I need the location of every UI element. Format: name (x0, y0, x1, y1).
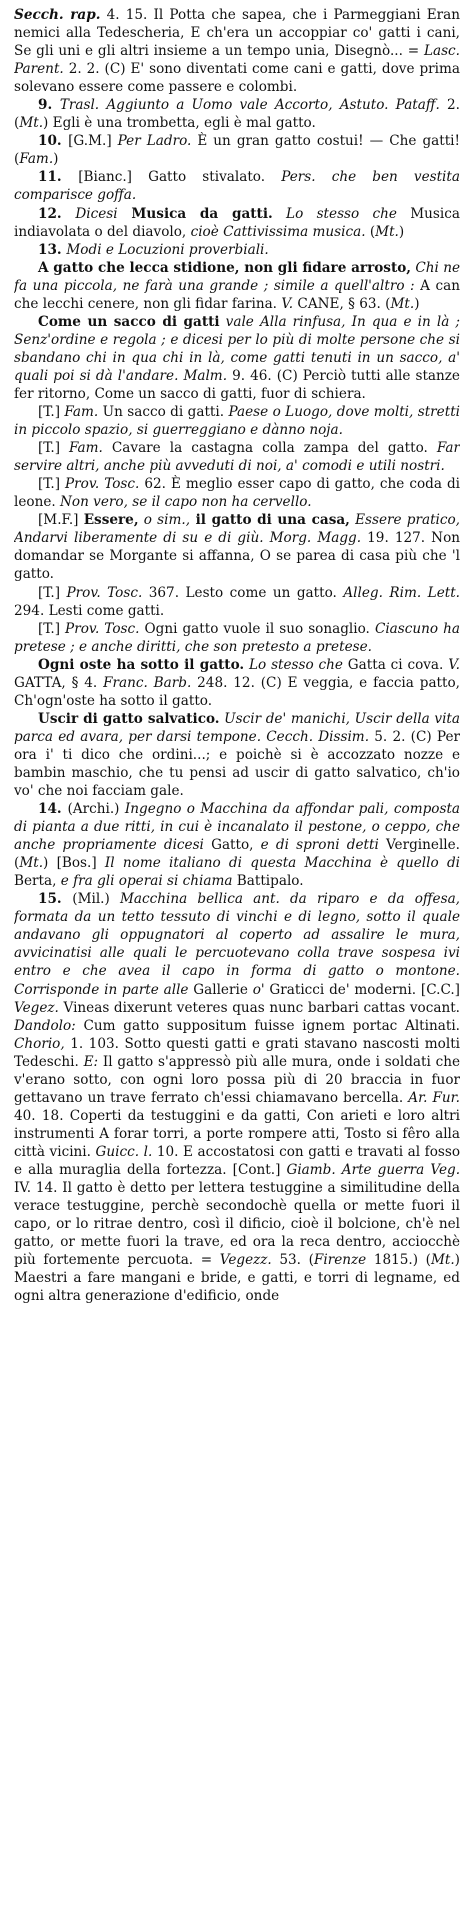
text-run: Pers. che ben vestita comparisce goffa. (14, 169, 460, 204)
text-run: Lo stesso che (272, 205, 397, 222)
text-run: 4. 15. Il Potta che sapea, che i Parmeggiani Eran nemici alla Tedescheria, E ch'era un accoppiar co' gatti i cani, Se gli uni e gli altri insieme a un tempo unia, Disegnò... = (14, 7, 460, 60)
text-run: Vegez. (14, 999, 59, 1016)
text-run: 248. 12. (C) E veggia, e faccia patto, Ch'ogn'oste ha sotto il gatto. (14, 674, 460, 709)
text-run: ) [Bos.] (43, 855, 105, 872)
dictionary-page (14, 6, 460, 1912)
text-run: Paese o Luogo, dove molti, stretti in piccolo spazio, si guerreggiano e dànno noja. (14, 404, 460, 439)
text-run: Musica da gatti. (117, 205, 273, 222)
text-run: Chi ne fa una piccola, ne farà una grande ; simile a quell'altro : (14, 259, 460, 294)
text-run: 19. 127. Non domandar se Morgante si affanna, O se parea di casa più che 'l gatto. (14, 530, 460, 583)
entry-paragraph (14, 800, 460, 890)
entry-paragraph (14, 259, 460, 313)
text-run: Modi e Locuzioni proverbiali. (66, 241, 269, 258)
text-run: 14. (38, 801, 68, 818)
entry-paragraph (14, 403, 460, 439)
text-run: [T.] (38, 404, 65, 421)
text-run: o' (252, 981, 265, 998)
text-run: 62. È meglio esser capo di gatto, che coda di leone. (14, 476, 460, 511)
text-run: C (293, 295, 308, 312)
text-run: il gatto di una casa, (190, 512, 350, 529)
text-run: Essere pratico, Andarvi liberamente di su e di giù. Morg. Magg. (14, 512, 460, 547)
text-run: Fam. (19, 151, 54, 168)
text-run: 1. 103. Sotto questi gatti e grati stavano nascosti molti Tedeschi. (14, 1035, 460, 1070)
text-run: Firenze (313, 1252, 367, 1269)
text-run: 294. Lesti come gatti. (14, 602, 165, 619)
text-run: Ar. Fur. (408, 1089, 460, 1106)
text-run: Vineas dixerunt veteres quas nunc barbari cattas vocant. (58, 999, 460, 1016)
entry-paragraph (14, 710, 460, 800)
text-run: Come un sacco di gatti (38, 313, 220, 330)
text-run: 9. 46. (C) Perciò tutti alle stanze fer ritorno, Come un sacco di gatti, fuor di schiera. (14, 367, 460, 402)
text-run: 10. E accostatosi con gatti e travati al fosso e alla muraglia della fortezza. [Cont.] (14, 1143, 460, 1178)
text-run: V. (281, 295, 294, 312)
entry-paragraph (14, 205, 460, 241)
text-run: ) (398, 223, 405, 240)
text-run: 5. 2. (C) Per ora i' ti dico che ordini...; e poichè si è accozzato nozze e bambin maschio, che tu pensi ad uscir di gatto salvatico, ch'io vo' che noi facciam gale. (14, 728, 460, 800)
text-run: ATTA (24, 674, 62, 691)
text-run: ( (365, 223, 376, 240)
text-run: Il gatto s'appressò più alle mura, onde i soldati che v'erano sotto, con ogni loro possa più di 20 braccia in fuor gettavano un trave ferrato ch'essi chiamavano bercella. (14, 1053, 460, 1106)
text-run: E: (83, 1053, 99, 1070)
text-run: Uscir di gatto salvatico. (38, 710, 220, 727)
text-run: 40. 18. Coperti da testuggini e da gatti, Con arieti e loro altri instrumenti A forar torri, a porte rompere atti, Tosto si fêro alla città vicini. (14, 1107, 460, 1160)
text-run: (Archi.) (67, 801, 125, 818)
text-run: Lo stesso che (244, 656, 343, 673)
entry-paragraph (14, 96, 460, 132)
text-run: 11. (38, 169, 79, 186)
text-run: Dicesi (75, 205, 118, 222)
text-run: 15. (38, 891, 73, 908)
text-run: V. (448, 656, 460, 673)
text-run: [T.] (38, 440, 70, 457)
entry-paragraph (14, 439, 460, 475)
text-run: Trasl. Aggiunto a Uomo vale Accorto, Astuto. Pataff. (59, 97, 440, 114)
text-run: 12. (38, 205, 76, 222)
entry-paragraph (14, 132, 460, 168)
text-run: , § 63. ( (339, 295, 391, 312)
text-run: Musica indiavolata o del diavolo, (14, 205, 460, 240)
text-run: Berta, (14, 873, 61, 890)
text-run: Mt. (430, 1252, 455, 1269)
text-run: Gallerie (188, 981, 253, 998)
text-run: [Bianc.] Gatto stivalato. (78, 169, 282, 186)
text-run: ) Egli è una trombetta, egli è mal gatto. (43, 115, 316, 132)
text-run: Mt. (390, 295, 415, 312)
text-run: 53. ( (271, 1252, 314, 1269)
text-run: ) (414, 295, 420, 312)
text-run: Mt. (375, 223, 399, 240)
text-run: [T.] (38, 476, 66, 493)
text-run: Ciascuno ha pretese ; e anche diritti, che son pretesto a pretese. (14, 620, 460, 655)
text-run: 9. (38, 97, 60, 114)
entry-paragraph (14, 890, 460, 1305)
text-run: Non vero, se il capo non ha cervello. (60, 494, 312, 511)
text-run: Graticci de' moderni. [C.C.] (264, 981, 460, 998)
text-run: A can che lecchi cenere, non gli fidar farina. (14, 277, 460, 312)
text-run: Chorio, (14, 1035, 65, 1052)
entry-paragraph (14, 6, 460, 96)
text-run: [G.M.] (68, 133, 118, 150)
text-run: Alleg. Rim. Lett. (343, 584, 460, 601)
text-run: 13. (38, 241, 67, 258)
text-run: ANE (307, 295, 340, 312)
text-run: Fam. (64, 404, 99, 421)
text-run: (Mil.) (72, 891, 121, 908)
text-run: Mt. (19, 115, 44, 132)
text-run: 367. Lesto come un gatto. (142, 584, 344, 601)
text-run: Gatta ci cova. (342, 656, 449, 673)
text-run: Per Ladro. (117, 133, 192, 150)
text-run: Far servire altri, anche più avveduti di noi, a' comodi e utili nostri. (14, 440, 460, 475)
text-run: Guicc. l. (95, 1143, 153, 1160)
text-run: Secch. rap. (14, 7, 101, 23)
text-run: Dandolo: (14, 1017, 76, 1034)
text-run: A gatto che lecca stidione, non gli fidare arrosto, (38, 259, 412, 276)
text-run: vale Alla rinfusa, In qua e in là ; Senz'ordine e regola ; e dicesi per lo più di molte persone che si sbandano chi in qua chi in là, come gatti tenuti in un sacco, a' quali poi si dà l'andare. Malm. (14, 313, 460, 384)
text-run: Gatto, (203, 837, 261, 854)
text-run: Ogni gatto vuole il suo sonaglio. (139, 620, 375, 637)
text-run: ) (53, 151, 59, 168)
text-run: Ingegno o Macchina da affondar pali, composta di pianta a due ritti, in cui è incanalato il pestone, o ceppo, che anche propriamente dicesi (14, 801, 460, 854)
text-run: ) Maestri a fare mangani e bride, e gatti, e torri di legname, ed ogni altra generazione d'edificio, onde (14, 1252, 460, 1305)
text-run: cioè Cattivissima musica. (190, 223, 366, 240)
entry-paragraph (14, 656, 460, 710)
text-run: Vegezz. (219, 1252, 272, 1269)
entry-paragraph (14, 475, 460, 511)
text-run: Macchina bellica ant. da riparo e da offesa, formata da un tetto tessuto di vinchi e di legno, sotto il quale andavano gli oppugnatori al coperto ad assalire le mura, avvicinatisi alle quali le percuotevano colla trave sospesa ivi entro e che avea il capo in forma di gatto o montone. Corrisponde in parte alle (14, 891, 460, 998)
text-run: , § 4. (61, 674, 104, 691)
text-run: Il nome italiano di questa Macchina è quello di (104, 855, 460, 872)
text-run: G (14, 674, 25, 691)
text-run: Ogni oste ha sotto il gatto. (38, 656, 245, 673)
text-run: Prov. Tosc. (65, 476, 140, 493)
text-run: Lasc. Parent. (14, 43, 460, 78)
text-run: Cavare la castagna colla zampa del gatto. (102, 440, 437, 457)
text-run: Mt. (19, 855, 44, 872)
text-run: e fra gli operai si chiama (60, 873, 233, 890)
text-run: 1815.) ( (366, 1252, 431, 1269)
text-run: Cum gatto suppositum fuisse ignem portac Altinati. (75, 1017, 460, 1034)
text-run: È un gran gatto costui! — Che gatti! ( (14, 133, 460, 168)
text-run: Franc. Barb. (103, 674, 192, 691)
text-run: [T.] (38, 620, 66, 637)
text-run: Un sacco di gatti. (98, 404, 229, 421)
text-run: Prov. Tosc. (65, 620, 140, 637)
entry-paragraph (14, 511, 460, 583)
text-run: e di sproni detti (260, 837, 379, 854)
text-run: o sim., (138, 512, 191, 529)
text-run: IV. 14. Il gatto è detto per lettera testuggine a similitudine della verace testuggine, perchè secondochè quella or mette fuori il capo, or lo ritrae dentro, così il dificio, cioè il bolcione, ch'è nel gatto, or mette fuori la trave, ed ora la reca dentro, acciocchè più fortemente percuota. = (14, 1180, 460, 1269)
text-run: [T.] (38, 584, 67, 601)
text-run: Giamb. Arte guerra Veg. (286, 1162, 460, 1178)
text-run: Verginelle. ( (14, 837, 460, 872)
entry-paragraph (14, 168, 460, 204)
text-run: Uscir de' manichi, Uscir della vita parca ed avara, per darsi tempone. Cecch. Dissim. (14, 710, 460, 745)
text-run: Fam. (69, 440, 103, 457)
entry-paragraph (14, 584, 460, 620)
text-run: Battipalo. (232, 873, 304, 890)
entry-paragraph (14, 313, 460, 403)
text-run: 2. 2. (C) E' sono diventati come cani e gatti, dove prima solevano essere come passere e colombi. (14, 61, 460, 96)
text-run: 2. ( (14, 97, 460, 132)
text-run: Prov. Tosc. (66, 584, 143, 601)
entry-paragraph (14, 620, 460, 656)
text-run: [M.F.] (38, 512, 84, 529)
text-run: Essere, (83, 512, 139, 529)
entry-paragraph (14, 241, 460, 259)
text-run: 10. (38, 133, 69, 150)
